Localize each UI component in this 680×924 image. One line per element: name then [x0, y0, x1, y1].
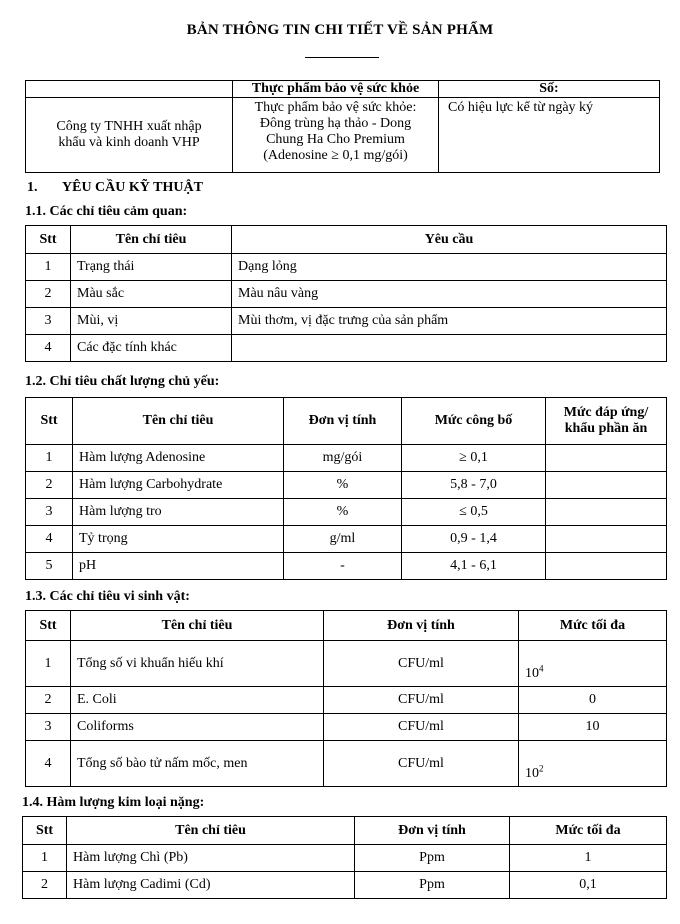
- header-empty-cell: [26, 81, 233, 98]
- col-header-name: Tên chỉ tiêu: [71, 611, 324, 641]
- serving-header-line: Mức đáp ứng/: [563, 405, 649, 420]
- microbiology-table: [25, 610, 667, 787]
- declared-cell: 5,8 - 7,0: [402, 472, 546, 499]
- declared-cell: ≤ 0,5: [402, 499, 546, 526]
- stt-cell: 4: [26, 741, 71, 787]
- section-1-4-heading: 1.4. Hàm lượng kim loại nặng:: [22, 795, 205, 810]
- product-type-header: Thực phẩm bảo vệ sức khỏe: [233, 81, 439, 98]
- unit-cell: Ppm: [355, 872, 510, 899]
- declared-cell: 0,9 - 1,4: [402, 526, 546, 553]
- max-cell: [519, 741, 667, 787]
- table-row: [26, 526, 667, 553]
- number-header: Số:: [439, 81, 660, 98]
- col-header-stt: Stt: [23, 817, 67, 845]
- name-cell: Hàm lượng Chì (Pb): [67, 845, 355, 872]
- stt-cell: 4: [26, 335, 71, 362]
- table-row: [26, 254, 667, 281]
- unit-cell: CFU/ml: [324, 714, 519, 741]
- heavy-metal-table: [22, 816, 667, 899]
- serving-cell: [546, 553, 667, 580]
- max-cell: 0,1: [510, 872, 667, 899]
- name-cell: Tổng số vi khuẩn hiếu khí: [71, 641, 324, 687]
- product-cell: [233, 98, 439, 173]
- col-header-stt: Stt: [26, 226, 71, 254]
- unit-cell: %: [284, 499, 402, 526]
- table-row: [26, 445, 667, 472]
- requirement-cell: Mùi thơm, vị đặc trưng của sản phẩm: [232, 308, 667, 335]
- stt-cell: 2: [23, 872, 67, 899]
- name-cell: Hàm lượng Cadimi (Cd): [67, 872, 355, 899]
- requirement-cell: [232, 335, 667, 362]
- section-1-2-heading: 1.2. Chỉ tiêu chất lượng chủ yếu:: [25, 374, 220, 389]
- validity-cell: Có hiệu lực kể từ ngày ký: [439, 98, 660, 173]
- stt-cell: 1: [26, 254, 71, 281]
- name-cell: Tỷ trọng: [73, 526, 284, 553]
- name-cell: Các đặc tính khác: [71, 335, 232, 362]
- product-line: Thực phẩm bảo vệ sức khỏe:: [254, 100, 417, 115]
- name-cell: Tổng số bào tử nấm mốc, men: [71, 741, 324, 787]
- section-1-3-heading: 1.3. Các chỉ tiêu vi sinh vật:: [25, 589, 190, 604]
- table-row: [26, 335, 667, 362]
- table-row: [23, 872, 667, 899]
- sensory-table: [25, 225, 667, 362]
- section-1-title: YÊU CẦU KỸ THUẬT: [62, 180, 203, 195]
- requirement-cell: Dạng lỏng: [232, 254, 667, 281]
- serving-cell: [546, 472, 667, 499]
- stt-cell: 3: [26, 308, 71, 335]
- unit-cell: %: [284, 472, 402, 499]
- name-cell: Mùi, vị: [71, 308, 232, 335]
- max-base: 10: [525, 666, 539, 681]
- col-header-unit: Đơn vị tính: [324, 611, 519, 641]
- table-row: [23, 845, 667, 872]
- serving-cell: [546, 526, 667, 553]
- stt-cell: 3: [26, 714, 71, 741]
- stt-cell: 2: [26, 281, 71, 308]
- unit-cell: CFU/ml: [324, 641, 519, 687]
- company-name-line: khẩu và kinh doanh VHP: [58, 135, 200, 150]
- col-header-max: Mức tối đa: [519, 611, 667, 641]
- col-header-stt: Stt: [26, 611, 71, 641]
- stt-cell: 3: [26, 499, 73, 526]
- col-header-name: Tên chỉ tiêu: [73, 398, 284, 445]
- col-header-name: Tên chỉ tiêu: [67, 817, 355, 845]
- stt-cell: 2: [26, 687, 71, 714]
- stt-cell: 1: [23, 845, 67, 872]
- product-header-table: [25, 80, 660, 173]
- unit-cell: CFU/ml: [324, 741, 519, 787]
- col-header-serving: [546, 398, 667, 445]
- section-1-1-heading: 1.1. Các chỉ tiêu cảm quan:: [25, 204, 188, 219]
- section-1-number: 1.: [27, 180, 38, 195]
- company-name-line: Công ty TNHH xuất nhập: [56, 119, 202, 134]
- unit-cell: g/ml: [284, 526, 402, 553]
- table-row: [26, 553, 667, 580]
- product-line: (Adenosine ≥ 0,1 mg/gói): [263, 148, 408, 163]
- table-row: [26, 308, 667, 335]
- table-row: [26, 641, 667, 687]
- name-cell: E. Coli: [71, 687, 324, 714]
- name-cell: Màu sắc: [71, 281, 232, 308]
- col-header-declared: Mức công bố: [402, 398, 546, 445]
- name-cell: Hàm lượng tro: [73, 499, 284, 526]
- serving-cell: [546, 445, 667, 472]
- max-cell: [519, 641, 667, 687]
- serving-cell: [546, 499, 667, 526]
- col-header-name: Tên chỉ tiêu: [71, 226, 232, 254]
- unit-cell: CFU/ml: [324, 687, 519, 714]
- max-exponent: 4: [539, 663, 544, 674]
- stt-cell: 4: [26, 526, 73, 553]
- max-base: 10: [525, 766, 539, 781]
- max-cell: 10: [519, 714, 667, 741]
- table-row: [26, 472, 667, 499]
- stt-cell: 1: [26, 445, 73, 472]
- unit-cell: -: [284, 553, 402, 580]
- col-header-stt: Stt: [26, 398, 73, 445]
- max-exponent: 2: [539, 763, 544, 774]
- unit-cell: mg/gói: [284, 445, 402, 472]
- max-cell: 0: [519, 687, 667, 714]
- name-cell: Hàm lượng Adenosine: [73, 445, 284, 472]
- col-header-max: Mức tối đa: [510, 817, 667, 845]
- table-row: [26, 499, 667, 526]
- table-row: [26, 687, 667, 714]
- col-header-requirement: Yêu cầu: [232, 226, 667, 254]
- product-line: Đông trùng hạ thảo - Dong: [259, 116, 412, 131]
- col-header-unit: Đơn vị tính: [284, 398, 402, 445]
- title-underline: [305, 57, 379, 58]
- stt-cell: 1: [26, 641, 71, 687]
- declared-cell: ≥ 0,1: [402, 445, 546, 472]
- table-row: [26, 714, 667, 741]
- max-cell: 1: [510, 845, 667, 872]
- requirement-cell: Màu nâu vàng: [232, 281, 667, 308]
- company-cell: [26, 98, 233, 173]
- table-row: [26, 741, 667, 787]
- name-cell: Hàm lượng Carbohydrate: [73, 472, 284, 499]
- document-title: BẢN THÔNG TIN CHI TIẾT VỀ SẢN PHẨM: [186, 22, 494, 38]
- quality-table: [25, 397, 667, 580]
- name-cell: pH: [73, 553, 284, 580]
- name-cell: Coliforms: [71, 714, 324, 741]
- stt-cell: 2: [26, 472, 73, 499]
- col-header-unit: Đơn vị tính: [355, 817, 510, 845]
- unit-cell: Ppm: [355, 845, 510, 872]
- declared-cell: 4,1 - 6,1: [402, 553, 546, 580]
- serving-header-line: khẩu phần ăn: [564, 421, 648, 436]
- name-cell: Trạng thái: [71, 254, 232, 281]
- product-line: Chung Ha Cho Premium: [266, 132, 405, 147]
- table-row: [26, 281, 667, 308]
- stt-cell: 5: [26, 553, 73, 580]
